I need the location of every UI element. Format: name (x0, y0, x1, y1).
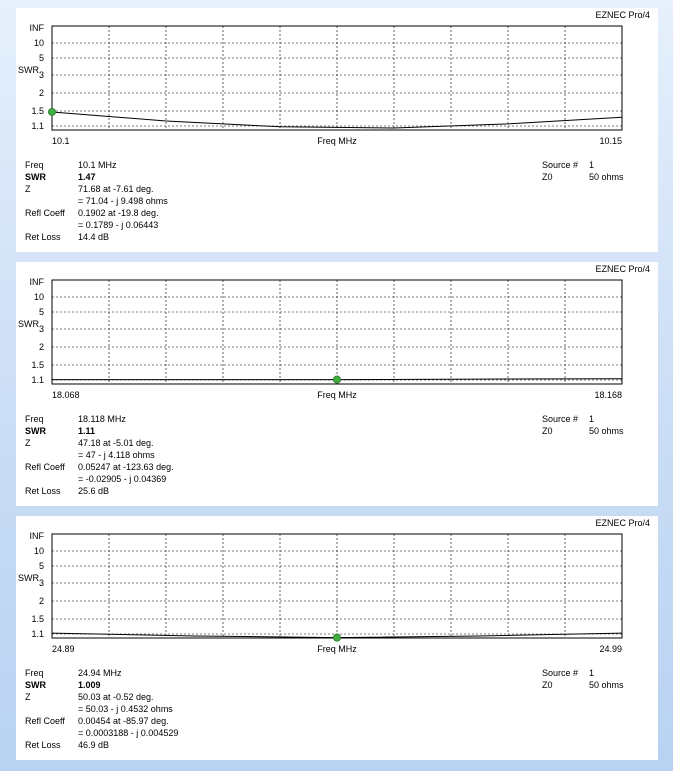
refl-polar-value: 0.05247 at -123.63 deg. (78, 462, 174, 472)
refl-coeff-label: Refl Coeff (25, 462, 65, 472)
y-tick-label: 1.1 (31, 629, 44, 639)
x-axis-label: Freq MHz (317, 644, 357, 654)
z-polar-value: 50.03 at -0.52 deg. (78, 692, 154, 702)
z0-value: 50 ohms (589, 172, 624, 182)
y-tick-label: 1.5 (31, 360, 44, 370)
z-polar-value: 47.18 at -5.01 deg. (78, 438, 154, 448)
refl-rect-value: = -0.02905 - j 0.04369 (78, 474, 167, 484)
swr-chart-3 (16, 516, 658, 666)
swr-value: 1.009 (78, 680, 101, 690)
z-label: Z (25, 692, 31, 702)
source-value: 1 (589, 160, 595, 170)
swr-label: SWR (25, 680, 46, 690)
y-tick-label: 10 (33, 292, 44, 302)
z-rect-value: = 50.03 - j 0.4532 ohms (78, 704, 173, 714)
frequency-marker[interactable] (48, 108, 55, 115)
z0-value: 50 ohms (589, 680, 624, 690)
y-tick-label: 2 (38, 596, 44, 606)
refl-coeff-label: Refl Coeff (25, 716, 65, 726)
source-label: Source # (542, 160, 579, 170)
swr-value: 1.47 (78, 172, 96, 182)
z0-label: Z0 (542, 680, 553, 690)
x-end-label: 10.15 (599, 136, 622, 146)
x-start-label: 24.89 (52, 644, 75, 654)
freq-value: 10.1 MHz (78, 160, 117, 170)
ret-loss-value: 25.6 dB (78, 486, 110, 496)
y-tick-label: 10 (33, 38, 44, 48)
app-title: EZNEC Pro/4 (595, 264, 650, 274)
y-tick-label: 2 (38, 342, 44, 352)
y-tick-label: 10 (33, 546, 44, 556)
y-tick-label: INF (29, 23, 44, 33)
z-rect-value: = 47 - j 4.118 ohms (78, 450, 155, 460)
freq-label: Freq (25, 668, 44, 678)
z-polar-value: 71.68 at -7.61 deg. (78, 184, 154, 194)
swr-label: SWR (25, 172, 46, 182)
z0-value: 50 ohms (589, 426, 624, 436)
y-tick-label: 1.5 (31, 106, 44, 116)
freq-value: 18.118 MHz (78, 414, 126, 424)
x-axis-label: Freq MHz (317, 136, 357, 146)
freq-label: Freq (25, 414, 44, 424)
y-axis-label: SWR (18, 65, 39, 75)
freq-label: Freq (25, 160, 44, 170)
swr-chart-1 (16, 8, 658, 158)
z-label: Z (25, 438, 31, 448)
z-label: Z (25, 184, 31, 194)
source-value: 1 (589, 668, 595, 678)
refl-polar-value: 0.00454 at -85.97 deg. (78, 716, 169, 726)
y-tick-label: 5 (38, 561, 44, 571)
x-start-label: 10.1 (52, 136, 70, 146)
y-tick-label: 5 (38, 53, 44, 63)
y-tick-label: 3 (38, 578, 44, 588)
ret-loss-label: Ret Loss (25, 740, 61, 750)
z0-label: Z0 (542, 426, 553, 436)
freq-value: 24.94 MHz (78, 668, 122, 678)
source-value: 1 (589, 414, 595, 424)
y-tick-label: 1.1 (31, 121, 44, 131)
swr-panel-2 (16, 262, 658, 506)
refl-polar-value: 0.1902 at -19.8 deg. (78, 208, 159, 218)
y-axis-label: SWR (18, 319, 39, 329)
x-end-label: 18.168 (594, 390, 622, 400)
app-title: EZNEC Pro/4 (595, 10, 650, 20)
x-start-label: 18.068 (52, 390, 80, 400)
ret-loss-label: Ret Loss (25, 232, 61, 242)
source-label: Source # (542, 668, 579, 678)
y-tick-label: 5 (38, 307, 44, 317)
frequency-marker[interactable] (333, 376, 340, 383)
ret-loss-label: Ret Loss (25, 486, 61, 496)
y-tick-label: INF (29, 531, 44, 541)
refl-rect-value: = 0.0003188 - j 0.004529 (78, 728, 179, 738)
x-axis-label: Freq MHz (317, 390, 357, 400)
z0-label: Z0 (542, 172, 553, 182)
y-tick-label: 1.1 (31, 375, 44, 385)
ret-loss-value: 14.4 dB (78, 232, 110, 242)
z-rect-value: = 71.04 - j 9.498 ohms (78, 196, 168, 206)
x-end-label: 24.99 (599, 644, 622, 654)
y-axis-label: SWR (18, 573, 39, 583)
y-tick-label: INF (29, 277, 44, 287)
swr-panel-3 (16, 516, 658, 760)
swr-label: SWR (25, 426, 46, 436)
swr-value: 1.11 (78, 426, 96, 436)
source-label: Source # (542, 414, 579, 424)
ret-loss-value: 46.9 dB (78, 740, 110, 750)
frequency-marker[interactable] (333, 634, 340, 641)
y-tick-label: 3 (38, 324, 44, 334)
y-tick-label: 3 (38, 70, 44, 80)
y-tick-label: 1.5 (31, 614, 44, 624)
swr-chart-2 (16, 262, 658, 412)
app-title: EZNEC Pro/4 (595, 518, 650, 528)
y-tick-label: 2 (38, 88, 44, 98)
swr-panel-1 (16, 8, 658, 252)
refl-rect-value: = 0.1789 - j 0.06443 (78, 220, 159, 230)
refl-coeff-label: Refl Coeff (25, 208, 65, 218)
